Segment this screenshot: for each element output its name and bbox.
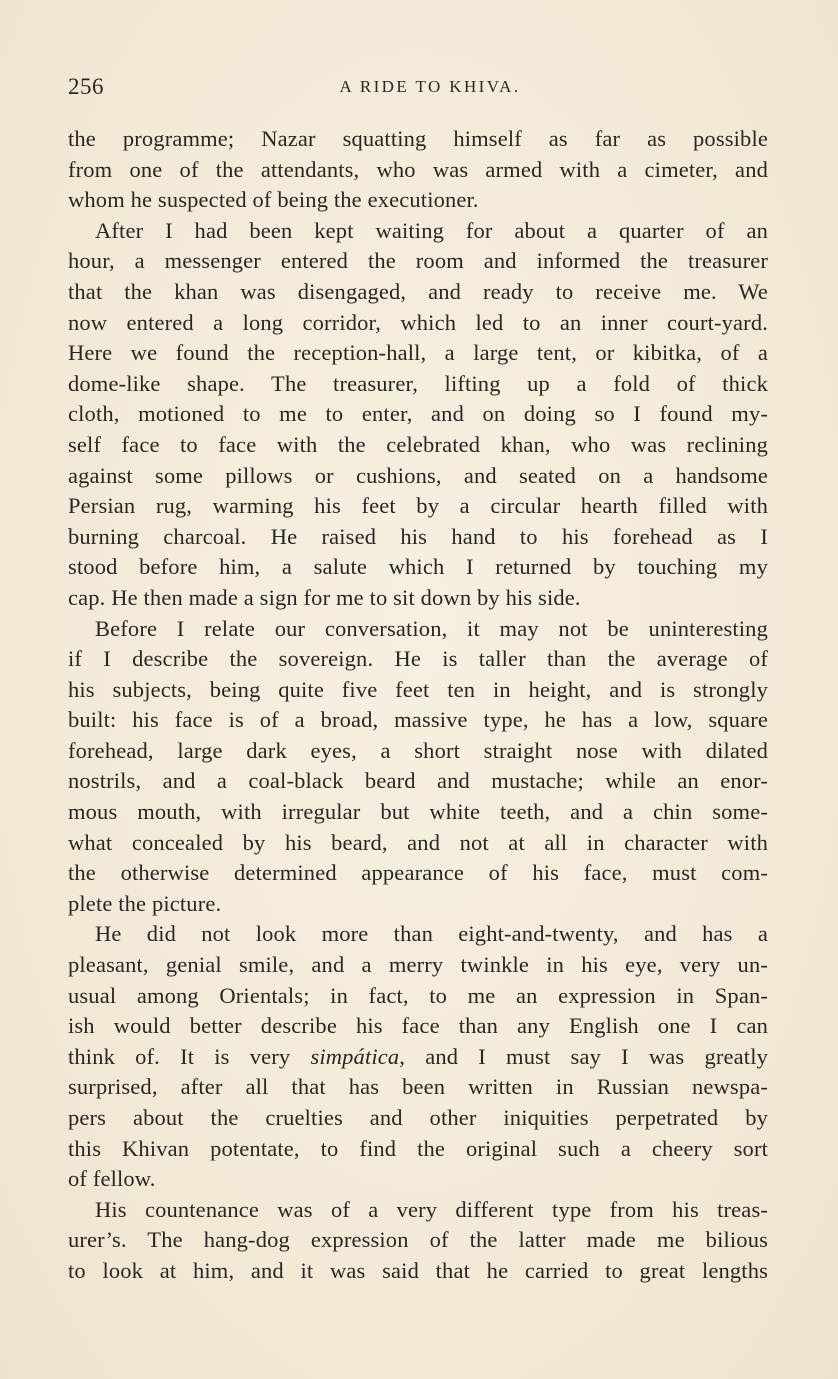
text-line-content: now entered a long corridor, which led to an inner court-yard. (68, 309, 768, 335)
text-line (68, 185, 768, 216)
text-line (68, 1072, 768, 1103)
text-line (68, 1225, 768, 1256)
text-line-content: Before I relate our conversation, it may not be uninteresting (95, 615, 768, 641)
text-line-content: burning charcoal. He raised his hand to his forehead as I (68, 523, 768, 549)
text-line (68, 461, 768, 492)
text-line (68, 216, 768, 247)
text-line-content: forehead, large dark eyes, a short straight nose with dilated (68, 737, 768, 763)
text-line-content: Persian rug, warming his feet by a circular hearth filled with (68, 493, 768, 519)
text-line-content: his subjects, being quite five feet ten in height, and is strongly (68, 676, 768, 702)
text-line-content: the otherwise determined appearance of his face, must com- (68, 860, 768, 886)
text-line-content: plete the picture. (68, 890, 222, 916)
text-line-content: cap. He then made a sign for me to sit down by his side. (68, 584, 581, 610)
text-line-content: He did not look more than eight-and-twenty, and has a (95, 921, 768, 947)
text-line (68, 858, 768, 889)
text-line-content: usual among Orientals; in fact, to me an expression in Span- (68, 982, 768, 1008)
text-line (68, 308, 768, 339)
text-line (68, 583, 768, 614)
text-line (68, 828, 768, 859)
text-line-content: to look at him, and it was said that he carried to great lengths (68, 1257, 768, 1283)
text-line (68, 399, 768, 430)
text-line (68, 1164, 768, 1195)
text-line-content: built: his face is of a broad, massive type, he has a low, square (68, 707, 768, 733)
text-line-content: His countenance was of a very different type from his treas- (95, 1196, 768, 1222)
text-line-content: the programme; Nazar squatting himself as far as possible (68, 126, 768, 151)
text-line (68, 766, 768, 797)
text-line-content: After I had been kept waiting for about a quarter of an (95, 217, 768, 243)
text-line (68, 705, 768, 736)
text-line (68, 1256, 768, 1287)
text-line (68, 124, 768, 155)
text-line (68, 1134, 768, 1165)
text-line-content: mous mouth, with irregular but white teeth, and a chin some- (68, 799, 768, 825)
text-line (68, 950, 768, 981)
text-line (68, 522, 768, 553)
text-line (68, 736, 768, 767)
text-line (68, 491, 768, 522)
text-line (68, 552, 768, 583)
text-line-content: ish would better describe his face than any English one I can (68, 1013, 768, 1039)
text-line-content: hour, a messenger entered the room and informed the treasurer (68, 248, 768, 274)
text-line-content: that the khan was disengaged, and ready to receive me. We (68, 278, 768, 304)
text-line-content: of fellow. (68, 1166, 156, 1192)
text-line-content: pleasant, genial smile, and a merry twinkle in his eye, very un- (68, 952, 768, 978)
text-line (68, 1042, 768, 1073)
text-line-content: if I describe the sovereign. He is taller than the average of (68, 646, 768, 672)
body-text (68, 124, 768, 1287)
page-number: 256 (68, 74, 104, 99)
text-line-content: Here we found the reception-hall, a large tent, or kibitka, of a (68, 340, 768, 366)
text-line-content: this Khivan potentate, to find the original such a cheery sort (68, 1135, 768, 1161)
text-line (68, 369, 768, 400)
text-line (68, 614, 768, 645)
text-line-content: self face to face with the celebrated khan, who was reclining (68, 431, 768, 457)
text-line-content: what concealed by his beard, and not at all in character with (68, 829, 768, 855)
text-line (68, 277, 768, 308)
text-line (68, 981, 768, 1012)
italic-word: simpática (310, 1043, 400, 1069)
text-line-content: pers about the cruelties and other iniquities perpetrated by (68, 1105, 768, 1130)
text-line-content: cloth, motioned to me to enter, and on doing so I found my- (68, 401, 768, 427)
running-head: A RIDE TO KHIVA. (339, 77, 521, 96)
text-line-content: stood before him, a salute which I returned by touching my (68, 554, 768, 580)
text-line (68, 430, 768, 461)
text-line-content: nostrils, and a coal-black beard and mustache; while an enor- (68, 768, 768, 794)
text-line (68, 155, 768, 186)
text-line-content: think of. It is very (68, 1043, 311, 1069)
text-line (68, 797, 768, 828)
text-line (68, 246, 768, 277)
page-header (68, 74, 768, 104)
text-line-content: against some pillows or cushions, and seated on a handsome (68, 462, 768, 488)
text-line-continuation: , and I must say I was greatly (399, 1043, 768, 1069)
text-line (68, 338, 768, 369)
text-line (68, 644, 768, 675)
text-line (68, 1103, 768, 1134)
text-line (68, 919, 768, 950)
text-line-content: dome-like shape. The treasurer, lifting up a fold of thick (68, 370, 768, 396)
text-line-content: surprised, after all that has been written in Russian newspa- (68, 1074, 768, 1100)
text-line-content: from one of the attendants, who was armed with a cimeter, and (68, 156, 768, 182)
text-line (68, 889, 768, 920)
text-line (68, 1011, 768, 1042)
text-line-content: whom he suspected of being the executioner. (68, 187, 479, 213)
text-line (68, 1195, 768, 1226)
text-line-content: urer’s. The hang-dog expression of the latter made me bilious (68, 1227, 768, 1253)
text-line (68, 675, 768, 706)
